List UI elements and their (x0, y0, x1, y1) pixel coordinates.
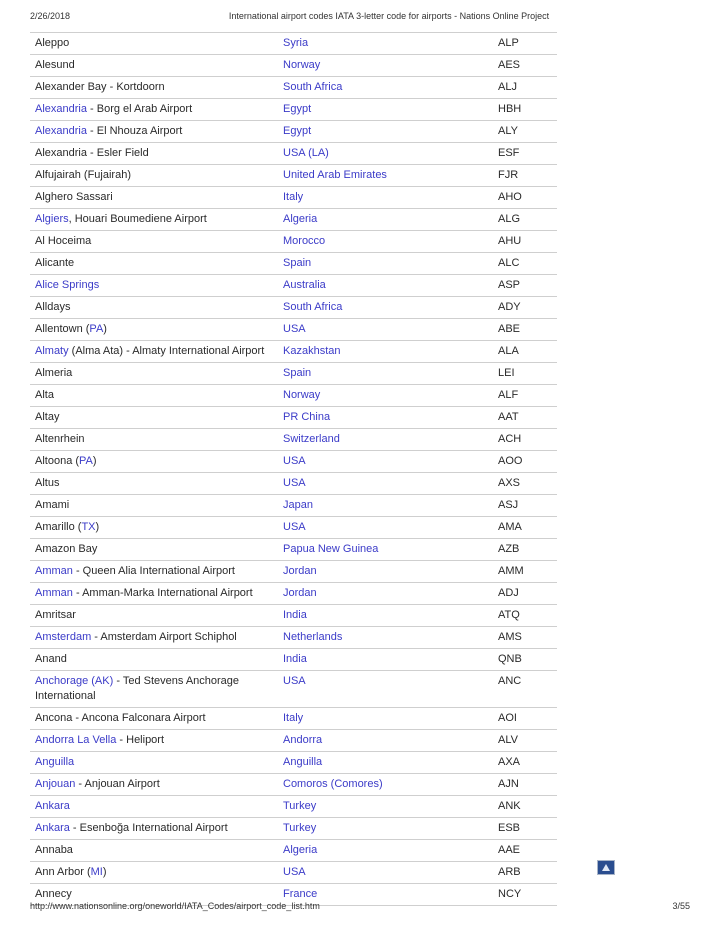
airport-text: Annaba (35, 844, 73, 856)
country-link[interactable]: South Africa (283, 81, 343, 93)
iata-code: ALC (498, 257, 520, 269)
iata-code: AOI (498, 712, 517, 724)
table-row (30, 752, 557, 774)
table-row (30, 143, 557, 165)
country-cell (283, 542, 498, 557)
airport-link[interactable]: Almaty (35, 345, 69, 357)
country-link[interactable]: PR China (283, 411, 331, 423)
table-row (30, 341, 557, 363)
airport-link[interactable]: Amsterdam (35, 631, 92, 643)
country-cell (283, 564, 498, 579)
iata-code: AXA (498, 756, 521, 768)
country-link[interactable]: Spain (283, 257, 312, 269)
airport-link[interactable]: Anguilla (35, 756, 75, 768)
table-row (30, 818, 557, 840)
airport-name-cell (30, 520, 283, 535)
footer-page-number: 3/55 (672, 901, 690, 911)
airport-name-cell (30, 388, 283, 403)
country-cell (283, 190, 498, 205)
country-cell (283, 102, 498, 117)
country-link[interactable]: Norway (283, 389, 321, 401)
table-row (30, 583, 557, 605)
country-link[interactable]: Egypt (283, 103, 312, 115)
country-link[interactable]: United Arab Emirates (283, 169, 387, 181)
country-cell (283, 168, 498, 183)
country-cell (283, 498, 498, 513)
iata-code: ACH (498, 433, 522, 445)
airport-name-cell (30, 80, 283, 95)
airport-link[interactable]: PA (79, 455, 93, 467)
airport-name-cell (30, 102, 283, 117)
airport-text: Altenrhein (35, 433, 85, 445)
country-cell (283, 454, 498, 469)
country-link[interactable]: India (283, 653, 307, 665)
airport-text: (Alma Ata) - Almaty International Airport (68, 345, 265, 357)
airport-name-cell (30, 168, 283, 183)
iata-code: ADY (498, 301, 521, 313)
country-cell (283, 799, 498, 814)
table-row (30, 796, 557, 818)
country-link[interactable]: Jordan (283, 565, 317, 577)
airport-text: Altay (35, 411, 60, 423)
airport-name-cell (30, 344, 283, 359)
table-row (30, 99, 557, 121)
iata-code: ANK (498, 800, 521, 812)
airport-name-cell (30, 432, 283, 447)
airport-name-cell (30, 887, 283, 902)
country-cell (283, 234, 498, 249)
airport-text: - El Nhouza Airport (86, 125, 183, 137)
header-title: International airport codes IATA 3-letter code for airports - Nations Online Project (228, 11, 550, 21)
airport-text: Alfujairah (Fujairah) (35, 169, 131, 181)
country-cell (283, 124, 498, 139)
airport-text: Alesund (35, 59, 75, 71)
table-row (30, 517, 557, 539)
table-row (30, 165, 557, 187)
airport-link[interactable]: PA (89, 323, 104, 335)
table-row (30, 33, 557, 55)
country-link[interactable]: Jordan (283, 587, 317, 599)
iata-code: AAE (498, 844, 521, 856)
country-cell (283, 322, 498, 337)
country-cell (283, 146, 498, 161)
table-row (30, 429, 557, 451)
country-link[interactable]: Turkey (283, 800, 317, 812)
airport-text: Alexandria - Esler Field (35, 147, 149, 159)
airport-name-cell (30, 542, 283, 557)
country-link[interactable]: Kazakhstan (283, 345, 341, 357)
airport-name-cell (30, 36, 283, 51)
country-link[interactable]: USA (283, 477, 306, 489)
airport-name-cell (30, 733, 283, 748)
airport-text: Altoona ( (35, 455, 80, 467)
country-link[interactable]: Morocco (283, 235, 326, 247)
airport-text: Almeria (35, 367, 73, 379)
iata-code: AHO (498, 191, 522, 203)
iata-code: ESB (498, 822, 521, 834)
airport-link[interactable]: TX (81, 521, 96, 533)
airport-name-cell (30, 322, 283, 337)
airport-codes-table (30, 32, 557, 906)
country-cell (283, 344, 498, 359)
airport-text: Ann Arbor ( (35, 866, 91, 878)
airport-name-cell (30, 755, 283, 770)
country-cell (283, 821, 498, 836)
airport-name-cell (30, 124, 283, 139)
airport-text: Aleppo (35, 37, 70, 49)
airport-name-cell (30, 586, 283, 601)
airport-text: ) (92, 455, 97, 467)
airport-name-cell (30, 278, 283, 293)
country-cell (283, 278, 498, 293)
iata-code: AJN (498, 778, 519, 790)
table-row (30, 231, 557, 253)
iata-code: ANC (498, 675, 522, 687)
airport-name-cell (30, 146, 283, 161)
iata-code: NCY (498, 888, 522, 900)
iata-code: HBH (498, 103, 522, 115)
iata-code: AAT (498, 411, 519, 423)
table-row (30, 187, 557, 209)
airport-text: Altus (35, 477, 60, 489)
airport-text: Annecy (35, 888, 72, 900)
iata-code: LEI (498, 367, 515, 379)
airport-text: ) (95, 521, 100, 533)
country-cell (283, 887, 498, 902)
country-cell (283, 80, 498, 95)
table-row (30, 561, 557, 583)
iata-code: FJR (498, 169, 519, 181)
iata-code: ALG (498, 213, 521, 225)
country-cell (283, 733, 498, 748)
country-cell (283, 777, 498, 792)
country-cell (283, 432, 498, 447)
iata-code: ABE (498, 323, 521, 335)
table-row (30, 671, 557, 708)
iata-code: ALP (498, 37, 519, 49)
country-link[interactable]: France (283, 888, 318, 900)
iata-code: ALJ (498, 81, 517, 93)
airport-link[interactable]: Amman (35, 565, 73, 577)
airport-link[interactable]: Algiers (35, 213, 69, 225)
table-row (30, 473, 557, 495)
country-cell (283, 388, 498, 403)
airport-name-cell (30, 843, 283, 858)
airport-text: Allentown ( (35, 323, 90, 335)
airport-link[interactable]: Alice Springs (35, 279, 100, 291)
airport-text: Anand (35, 653, 67, 665)
iata-code: ARB (498, 866, 521, 878)
airport-text: ) (103, 323, 107, 335)
airport-link[interactable]: MI (90, 866, 103, 878)
iata-code: ESF (498, 147, 520, 159)
country-cell (283, 476, 498, 491)
airport-name-cell (30, 608, 283, 623)
country-cell (283, 755, 498, 770)
table-row (30, 297, 557, 319)
airport-link[interactable]: Anjouan (35, 778, 76, 790)
country-link[interactable]: USA (283, 455, 306, 467)
country-link[interactable]: Netherlands (283, 631, 343, 643)
country-link[interactable]: Italy (283, 191, 304, 203)
airport-text: - Amman-Marka International Airport (72, 587, 253, 599)
airport-text: Amazon Bay (35, 543, 98, 555)
iata-code: ADJ (498, 587, 519, 599)
country-cell (283, 843, 498, 858)
table-row (30, 605, 557, 627)
iata-code: ALY (498, 125, 518, 137)
country-cell (283, 212, 498, 227)
airport-name-cell (30, 366, 283, 381)
table-row (30, 708, 557, 730)
country-cell (283, 608, 498, 623)
country-link[interactable]: Switzerland (283, 433, 340, 445)
country-cell (283, 256, 498, 271)
airport-link[interactable]: Andorra La Vella (35, 734, 117, 746)
table-row (30, 209, 557, 231)
airport-text: Alghero Sassari (35, 191, 113, 203)
iata-code: ATQ (498, 609, 520, 621)
airport-link[interactable]: Amman (35, 587, 73, 599)
airport-name-cell (30, 674, 283, 704)
airport-link[interactable]: Alexandria (35, 125, 87, 137)
airport-name-cell (30, 256, 283, 271)
airport-name-cell (30, 498, 283, 513)
country-link[interactable]: USA (LA) (283, 147, 329, 159)
table-row (30, 407, 557, 429)
country-link[interactable]: Italy (283, 712, 304, 724)
country-link[interactable]: Norway (283, 59, 321, 71)
table-row (30, 774, 557, 796)
country-link[interactable]: USA (283, 323, 306, 335)
airport-name-cell (30, 652, 283, 667)
iata-code: AZB (498, 543, 520, 555)
table-row (30, 495, 557, 517)
country-cell (283, 410, 498, 425)
country-cell (283, 586, 498, 601)
airport-name-cell (30, 190, 283, 205)
airport-name-cell (30, 799, 283, 814)
iata-code: AMM (498, 565, 524, 577)
country-link[interactable]: Comoros (Comores) (283, 778, 383, 790)
airport-name-cell (30, 410, 283, 425)
country-link[interactable]: Spain (283, 367, 312, 379)
table-row (30, 862, 557, 884)
country-link[interactable]: Anguilla (283, 756, 323, 768)
table-row (30, 275, 557, 297)
iata-code: ALA (498, 345, 519, 357)
iata-code: ALV (498, 734, 518, 746)
table-row (30, 840, 557, 862)
back-to-top-button[interactable] (597, 860, 615, 875)
country-cell (283, 652, 498, 667)
airport-link[interactable]: Anchorage (AK) (35, 675, 114, 687)
table-row (30, 385, 557, 407)
airport-name-cell (30, 454, 283, 469)
airport-text: Alexander Bay - Kortdoorn (35, 81, 165, 93)
footer-url: http://www.nationsonline.org/oneworld/IATA_Codes/airport_code_list.htm (30, 901, 320, 911)
airport-text: Alta (35, 389, 54, 401)
country-link[interactable]: South Africa (283, 301, 343, 313)
country-link[interactable]: Egypt (283, 125, 312, 137)
airport-text: , Houari Boumediene Airport (68, 213, 207, 225)
country-cell (283, 366, 498, 381)
iata-code: ASP (498, 279, 521, 291)
airport-text: - Borg el Arab Airport (86, 103, 193, 115)
country-link[interactable]: Syria (283, 37, 309, 49)
airport-text: - Esenboğa International Airport (69, 822, 228, 834)
airport-name-cell (30, 821, 283, 836)
country-link[interactable]: USA (283, 521, 306, 533)
table-row (30, 627, 557, 649)
table-row (30, 55, 557, 77)
airport-text: Al Hoceima (35, 235, 92, 247)
iata-code: AXS (498, 477, 521, 489)
country-link[interactable]: USA (283, 866, 306, 878)
iata-code: ASJ (498, 499, 519, 511)
airport-link[interactable]: Ankara (35, 800, 70, 812)
country-cell (283, 520, 498, 535)
country-cell (283, 630, 498, 645)
airport-name-cell (30, 58, 283, 73)
airport-text: - Ted Stevens Anchorage International (35, 675, 240, 702)
airport-name-cell (30, 300, 283, 315)
iata-code: AMA (498, 521, 522, 533)
table-row (30, 253, 557, 275)
country-cell (283, 36, 498, 51)
airport-link[interactable]: Alexandria (35, 103, 87, 115)
airport-text: - Anjouan Airport (75, 778, 160, 790)
iata-code: AOO (498, 455, 523, 467)
table-row (30, 539, 557, 561)
airport-text: ) (102, 866, 107, 878)
airport-link[interactable]: Ankara (35, 822, 70, 834)
country-link[interactable]: Algeria (283, 213, 318, 225)
table-row (30, 730, 557, 752)
header-date: 2/26/2018 (30, 11, 71, 21)
table-row (30, 649, 557, 671)
country-cell (283, 58, 498, 73)
airport-text: Alldays (35, 301, 71, 313)
airport-text: Amarillo ( (35, 521, 82, 533)
airport-name-cell (30, 234, 283, 249)
country-link[interactable]: India (283, 609, 307, 621)
airport-name-cell (30, 212, 283, 227)
airport-text: - Amsterdam Airport Schiphol (91, 631, 237, 643)
airport-text: Alicante (35, 257, 75, 269)
iata-code: ALF (498, 389, 519, 401)
country-link[interactable]: Papua New Guinea (283, 543, 379, 555)
country-cell (283, 711, 498, 726)
country-link[interactable]: Algeria (283, 844, 318, 856)
table-row (30, 363, 557, 385)
airport-name-cell (30, 630, 283, 645)
country-cell (283, 300, 498, 315)
airport-text: - Queen Alia International Airport (72, 565, 235, 577)
iata-code: AHU (498, 235, 522, 247)
country-cell (283, 865, 498, 880)
airport-name-cell (30, 476, 283, 491)
country-link[interactable]: Japan (283, 499, 313, 511)
table-row (30, 451, 557, 473)
country-link[interactable]: Australia (283, 279, 326, 291)
airport-name-cell (30, 564, 283, 579)
iata-code: AMS (498, 631, 522, 643)
country-cell (283, 674, 498, 689)
airport-name-cell (30, 865, 283, 880)
up-arrow-icon (602, 864, 610, 871)
country-link[interactable]: Turkey (283, 822, 317, 834)
table-row (30, 77, 557, 99)
iata-code: QNB (498, 653, 522, 665)
iata-code: AES (498, 59, 521, 71)
airport-text: Ancona - Ancona Falconara Airport (35, 712, 206, 724)
table-row (30, 121, 557, 143)
country-link[interactable]: USA (283, 675, 306, 687)
airport-name-cell (30, 711, 283, 726)
table-row (30, 319, 557, 341)
airport-text: Amami (35, 499, 70, 511)
airport-text: Amritsar (35, 609, 76, 621)
airport-name-cell (30, 777, 283, 792)
country-link[interactable]: Andorra (283, 734, 323, 746)
airport-text: - Heliport (116, 734, 165, 746)
